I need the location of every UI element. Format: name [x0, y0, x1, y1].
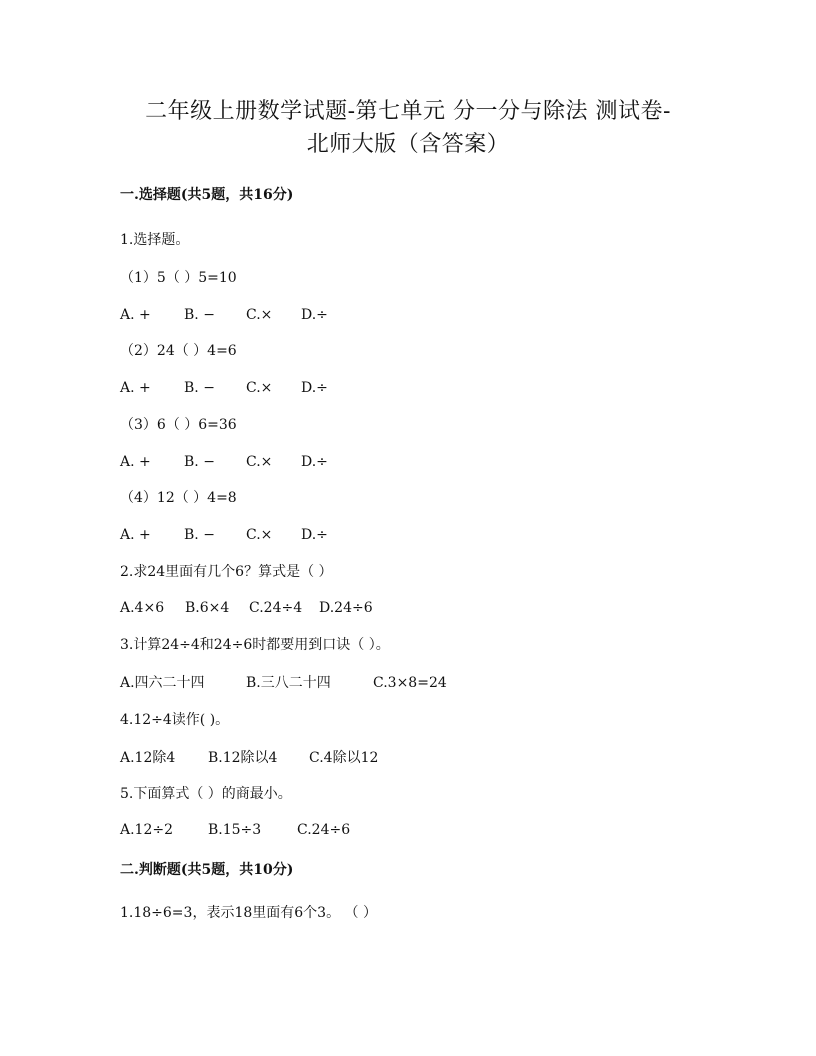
question-1-part-3-stem: （3）6（ ）6=36 [120, 417, 237, 433]
option-b: B.三八二十四 [246, 675, 331, 691]
option-a: A.12除4 [120, 750, 176, 766]
question-4-options [120, 751, 720, 767]
option-c: C.4除以12 [309, 750, 379, 766]
option-c: C.× [246, 307, 273, 323]
option-a: A. + [120, 454, 151, 470]
option-b: B. − [184, 380, 215, 396]
option-d: D.÷ [301, 380, 328, 396]
option-b: B. − [184, 307, 215, 323]
option-c: C.24÷4 [249, 600, 303, 616]
option-a: A.4×6 [120, 600, 165, 616]
option-b: B.15÷3 [208, 822, 262, 838]
option-c: C.3×8=24 [373, 675, 447, 691]
question-2-stem: 2.求24里面有几个6？算式是（ ） [120, 564, 333, 580]
option-a: A.四六二十四 [120, 675, 205, 691]
question-2-options [120, 601, 720, 617]
page-title-line-1: 二年级上册数学试题-第七单元 分一分与除法 测试卷- [145, 99, 671, 124]
option-b: B. − [184, 454, 215, 470]
question-1-part-2-stem: （2）24（ ）4=6 [120, 343, 237, 359]
option-a: A. + [120, 380, 151, 396]
option-b: B.12除以4 [208, 750, 278, 766]
option-d: D.24÷6 [319, 600, 373, 616]
question-3-options [120, 676, 720, 692]
option-a: A. + [120, 527, 151, 543]
option-b: B. − [184, 527, 215, 543]
option-c: C.× [246, 380, 273, 396]
judgement-question-1-stem: 1.18÷6=3，表示18里面有6个3。 （ ） [120, 905, 377, 921]
option-b: B.6×4 [185, 600, 230, 616]
question-4-stem: 4.12÷4读作( )。 [120, 712, 230, 728]
question-5-options [120, 823, 720, 839]
page-title-line-2: 北师大版（含答案） [306, 132, 510, 157]
section-2-heading: 二.判断题(共5题，共10分) [120, 862, 294, 878]
question-1-part-4-stem: （4）12（ ）4=8 [120, 490, 237, 506]
question-1-part-3-options [120, 455, 720, 471]
question-1-part-4-options [120, 528, 720, 544]
question-1-part-2-options [120, 381, 720, 397]
option-c: C.× [246, 454, 273, 470]
question-3-stem: 3.计算24÷4和24÷6时都要用到口诀（ ）。 [120, 637, 390, 653]
question-1-stem: 1.选择题。 [120, 232, 190, 248]
section-1-heading: 一.选择题(共5题，共16分) [120, 187, 294, 203]
question-1-part-1-stem: （1）5（ ）5=10 [120, 270, 237, 286]
option-d: D.÷ [301, 527, 328, 543]
question-5-stem: 5.下面算式（ ）的商最小。 [120, 786, 292, 802]
option-a: A. + [120, 307, 151, 323]
option-c: C.24÷6 [297, 822, 351, 838]
option-d: D.÷ [301, 307, 328, 323]
option-a: A.12÷2 [120, 822, 174, 838]
option-d: D.÷ [301, 454, 328, 470]
option-c: C.× [246, 527, 273, 543]
question-1-part-1-options [120, 308, 720, 324]
